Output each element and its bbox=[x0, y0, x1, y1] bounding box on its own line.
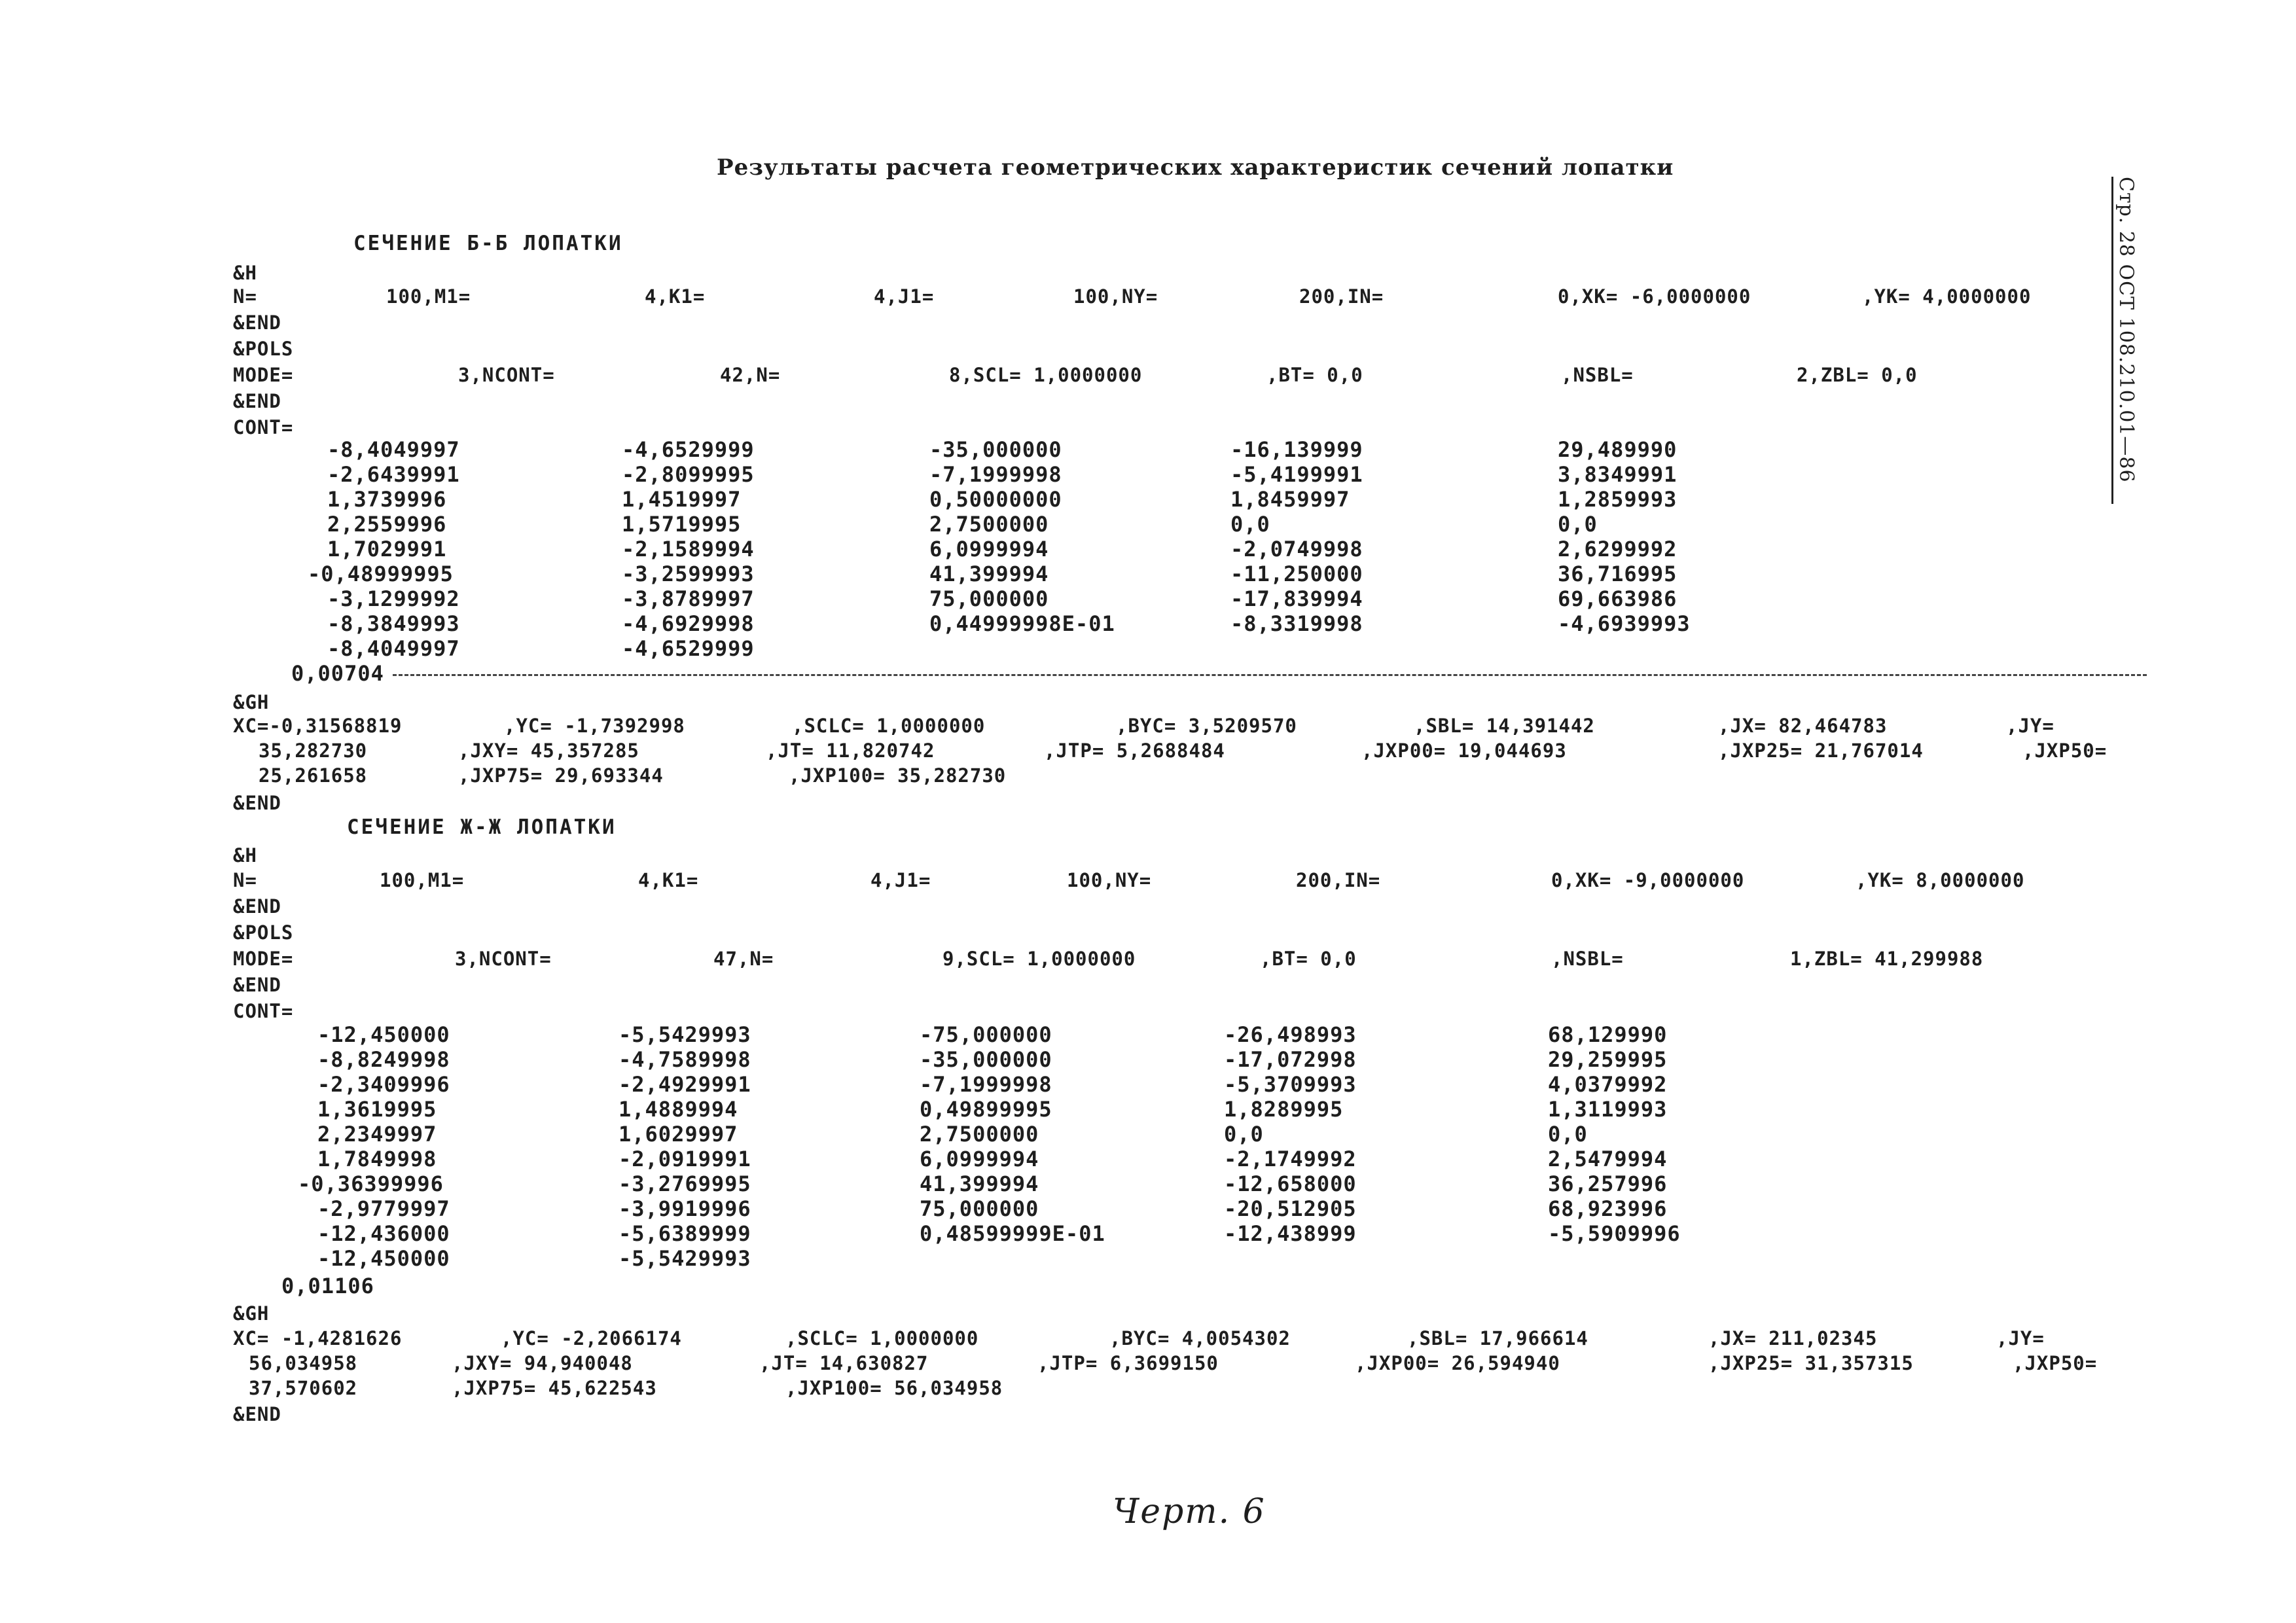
param-k1: 4,K1= bbox=[638, 869, 699, 891]
table-cell: 1,3619995 bbox=[317, 1097, 437, 1122]
param-j1: 4,J1= bbox=[874, 285, 935, 308]
result-field: ,JX= 211,02345 bbox=[1708, 1327, 1878, 1349]
table-cell: 0,0 bbox=[1558, 512, 1598, 537]
table-cell: 2,5479994 bbox=[1548, 1147, 1668, 1171]
param-n: 42,N= bbox=[720, 364, 781, 386]
table-cell: -7,1999998 bbox=[920, 1072, 1052, 1097]
table-cell: 0,0 bbox=[1230, 512, 1270, 537]
table-cell: 6,0999994 bbox=[929, 537, 1049, 562]
table-cell: -2,1589994 bbox=[622, 537, 755, 562]
table-cell: -12,450000 bbox=[317, 1022, 450, 1047]
table-cell: 41,399994 bbox=[929, 562, 1049, 586]
param-zbl: 2,ZBL= 0,0 bbox=[1797, 364, 1918, 386]
table-cell: -0,48999995 bbox=[308, 562, 454, 586]
result-field: ,JT= 14,630827 bbox=[759, 1352, 929, 1374]
table-cell: 1,3739996 bbox=[327, 487, 447, 512]
result-field: ,JXP00= 26,594940 bbox=[1355, 1352, 1560, 1374]
table-cell: 0,0 bbox=[1224, 1122, 1264, 1147]
table-cell: 29,259995 bbox=[1548, 1047, 1668, 1072]
table-cell: 1,8289995 bbox=[1224, 1097, 1344, 1122]
keyword-end: &END bbox=[233, 792, 281, 814]
result-field: 56,034958 bbox=[249, 1352, 358, 1374]
table-cell: -4,6529999 bbox=[622, 636, 755, 661]
param-xk: 0,XK= -6,0000000 bbox=[1558, 285, 1751, 308]
keyword-pols: &POLS bbox=[233, 338, 294, 360]
table-cell: -8,4049997 bbox=[327, 437, 460, 462]
result-field: ,JXP25= 21,767014 bbox=[1718, 740, 1924, 762]
table-cell: 2,7500000 bbox=[920, 1122, 1039, 1147]
table-cell: 1,6029997 bbox=[619, 1122, 738, 1147]
param-m1: 100,M1= bbox=[380, 869, 465, 891]
table-cell: -3,1299992 bbox=[327, 586, 460, 611]
table-cell: 0,48599999E-01 bbox=[920, 1221, 1105, 1246]
table-cell: 68,129990 bbox=[1548, 1022, 1668, 1047]
table-cell: -8,4049997 bbox=[327, 636, 460, 661]
section-heading: СЕЧЕНИЕ Ж-Ж ЛОПАТКИ bbox=[347, 815, 617, 839]
result-field: ,JY= bbox=[2006, 715, 2054, 737]
table-cell: -3,2599993 bbox=[622, 562, 755, 586]
table-cell: 2,2559996 bbox=[327, 512, 447, 537]
table-cell: -2,8099995 bbox=[622, 462, 755, 487]
table-cell: -2,1749992 bbox=[1224, 1147, 1357, 1171]
param-ny: 100,NY= bbox=[1073, 285, 1158, 308]
table-cell: -11,250000 bbox=[1230, 562, 1363, 586]
param-k1: 4,K1= bbox=[645, 285, 706, 308]
table-cell: 75,000000 bbox=[920, 1196, 1039, 1221]
table-cell: -5,5429993 bbox=[619, 1246, 751, 1271]
result-field: ,JXP50= bbox=[2013, 1352, 2098, 1374]
keyword-h: &H bbox=[233, 262, 257, 284]
table-cell: 1,8459997 bbox=[1230, 487, 1350, 512]
param-yk: ,YK= 4,0000000 bbox=[1862, 285, 2032, 308]
result-field: ,JXP100= 56,034958 bbox=[785, 1377, 1003, 1399]
table-cell: 1,7029991 bbox=[327, 537, 447, 562]
param-scl: 9,SCL= 1,0000000 bbox=[942, 948, 1136, 970]
table-cell: 0,44999998E-01 bbox=[929, 611, 1115, 636]
keyword-n: N= bbox=[233, 869, 257, 891]
result-field: 25,261658 bbox=[259, 764, 368, 787]
param-bt: ,BT= 0,0 bbox=[1266, 364, 1363, 386]
table-cell: -2,4929991 bbox=[619, 1072, 751, 1097]
result-field: ,JXP75= 29,693344 bbox=[458, 764, 664, 787]
side-header-rule bbox=[2111, 177, 2113, 504]
param-n: 47,N= bbox=[713, 948, 774, 970]
extra-value: 0,01106 bbox=[281, 1274, 374, 1298]
keyword-mode: MODE= bbox=[233, 364, 294, 386]
table-cell: -4,6929998 bbox=[622, 611, 755, 636]
table-cell: -2,3409996 bbox=[317, 1072, 450, 1097]
table-cell: 69,663986 bbox=[1558, 586, 1677, 611]
param-ncont: 3,NCONT= bbox=[458, 364, 555, 386]
table-cell: 75,000000 bbox=[929, 586, 1049, 611]
table-cell: 29,489990 bbox=[1558, 437, 1677, 462]
param-bt: ,BT= 0,0 bbox=[1260, 948, 1357, 970]
table-cell: 4,0379992 bbox=[1548, 1072, 1668, 1097]
table-cell: -5,6389999 bbox=[619, 1221, 751, 1246]
table-cell: -20,512905 bbox=[1224, 1196, 1357, 1221]
param-xk: 0,XK= -9,0000000 bbox=[1551, 869, 1745, 891]
param-in: 200,IN= bbox=[1299, 285, 1384, 308]
param-j1: 4,J1= bbox=[870, 869, 931, 891]
page-title: Результаты расчета геометрических характеристик сечений лопатки bbox=[717, 154, 1674, 181]
param-nsbl: ,NSBL= bbox=[1561, 364, 1634, 386]
extra-value: 0,00704 bbox=[291, 661, 384, 686]
table-cell: -7,1999998 bbox=[929, 462, 1062, 487]
table-cell: 0,49899995 bbox=[920, 1097, 1052, 1122]
result-field: ,SCLC= 1,0000000 bbox=[792, 715, 986, 737]
keyword-cont: CONT= bbox=[233, 416, 294, 438]
result-field: XC= -1,4281626 bbox=[233, 1327, 403, 1349]
table-cell: -12,438999 bbox=[1224, 1221, 1357, 1246]
figure-caption: Черт. 6 bbox=[1113, 1492, 1266, 1531]
result-field: ,YC= -2,2066174 bbox=[501, 1327, 682, 1349]
table-cell: -26,498993 bbox=[1224, 1022, 1357, 1047]
keyword-end: &END bbox=[233, 1403, 281, 1425]
result-field: ,SBL= 17,966614 bbox=[1407, 1327, 1588, 1349]
table-cell: -3,2769995 bbox=[619, 1171, 751, 1196]
table-cell: -12,436000 bbox=[317, 1221, 450, 1246]
table-cell: -5,5429993 bbox=[619, 1022, 751, 1047]
result-field: 37,570602 bbox=[249, 1377, 358, 1399]
table-cell: -8,3849993 bbox=[327, 611, 460, 636]
table-cell: -75,000000 bbox=[920, 1022, 1052, 1047]
param-in: 200,IN= bbox=[1296, 869, 1381, 891]
table-cell: -12,450000 bbox=[317, 1246, 450, 1271]
result-field: ,JXP50= bbox=[2022, 740, 2108, 762]
table-cell: -5,3709993 bbox=[1224, 1072, 1357, 1097]
keyword-end: &END bbox=[233, 312, 281, 334]
param-ny: 100,NY= bbox=[1067, 869, 1152, 891]
table-cell: -17,072998 bbox=[1224, 1047, 1357, 1072]
side-header bbox=[2111, 177, 2139, 510]
keyword-mode: MODE= bbox=[233, 948, 294, 970]
table-cell: 41,399994 bbox=[920, 1171, 1039, 1196]
result-field: ,JXP100= 35,282730 bbox=[789, 764, 1007, 787]
keyword-end: &END bbox=[233, 390, 281, 412]
keyword-gh: &GH bbox=[233, 1302, 270, 1325]
table-cell: -0,36399996 bbox=[298, 1171, 444, 1196]
keyword-n: N= bbox=[233, 285, 257, 308]
table-cell: 68,923996 bbox=[1548, 1196, 1668, 1221]
table-cell: 1,3119993 bbox=[1548, 1097, 1668, 1122]
param-zbl: 1,ZBL= 41,299988 bbox=[1790, 948, 1984, 970]
keyword-h: &H bbox=[233, 844, 257, 866]
dashed-separator bbox=[393, 674, 2147, 676]
table-cell: 0,50000000 bbox=[929, 487, 1062, 512]
result-field: ,BYC= 3,5209570 bbox=[1116, 715, 1297, 737]
table-cell: -2,0919991 bbox=[619, 1147, 751, 1171]
table-cell: -12,658000 bbox=[1224, 1171, 1357, 1196]
table-cell: -3,9919996 bbox=[619, 1196, 751, 1221]
result-field: ,JXP25= 31,357315 bbox=[1708, 1352, 1914, 1374]
result-field: ,SBL= 14,391442 bbox=[1414, 715, 1595, 737]
keyword-pols: &POLS bbox=[233, 921, 294, 944]
keyword-end: &END bbox=[233, 974, 281, 996]
table-cell: -2,9779997 bbox=[317, 1196, 450, 1221]
table-cell: -2,0749998 bbox=[1230, 537, 1363, 562]
result-field: ,JXP00= 19,044693 bbox=[1361, 740, 1567, 762]
table-cell: 1,4889994 bbox=[619, 1097, 738, 1122]
section-heading: СЕЧЕНИЕ Б-Б ЛОПАТКИ bbox=[353, 232, 623, 255]
table-cell: 1,2859993 bbox=[1558, 487, 1677, 512]
table-cell: 0,0 bbox=[1548, 1122, 1588, 1147]
param-ncont: 3,NCONT= bbox=[455, 948, 552, 970]
table-cell: -3,8789997 bbox=[622, 586, 755, 611]
param-m1: 100,M1= bbox=[386, 285, 471, 308]
keyword-gh: &GH bbox=[233, 691, 270, 713]
keyword-end: &END bbox=[233, 895, 281, 918]
param-nsbl: ,NSBL= bbox=[1551, 948, 1624, 970]
param-yk: ,YK= 8,0000000 bbox=[1856, 869, 2025, 891]
param-scl: 8,SCL= 1,0000000 bbox=[949, 364, 1143, 386]
result-field: 35,282730 bbox=[259, 740, 368, 762]
table-cell: 1,5719995 bbox=[622, 512, 742, 537]
table-cell: -4,6939993 bbox=[1558, 611, 1691, 636]
keyword-cont: CONT= bbox=[233, 1000, 294, 1022]
table-cell: 3,8349991 bbox=[1558, 462, 1677, 487]
table-cell: -2,6439991 bbox=[327, 462, 460, 487]
result-field: ,JX= 82,464783 bbox=[1718, 715, 1888, 737]
table-cell: 2,2349997 bbox=[317, 1122, 437, 1147]
table-cell: -8,3319998 bbox=[1230, 611, 1363, 636]
table-cell: 2,6299992 bbox=[1558, 537, 1677, 562]
result-field: ,SCLC= 1,0000000 bbox=[785, 1327, 979, 1349]
table-cell: -17,839994 bbox=[1230, 586, 1363, 611]
result-field: ,JTP= 5,2688484 bbox=[1044, 740, 1225, 762]
table-cell: -5,4199991 bbox=[1230, 462, 1363, 487]
result-field: ,JY= bbox=[1996, 1327, 2045, 1349]
table-cell: -8,8249998 bbox=[317, 1047, 450, 1072]
table-cell: 36,257996 bbox=[1548, 1171, 1668, 1196]
table-cell: -35,000000 bbox=[929, 437, 1062, 462]
table-cell: -4,6529999 bbox=[622, 437, 755, 462]
table-cell: 36,716995 bbox=[1558, 562, 1677, 586]
table-cell: -4,7589998 bbox=[619, 1047, 751, 1072]
table-cell: 1,7849998 bbox=[317, 1147, 437, 1171]
table-cell: 1,4519997 bbox=[622, 487, 742, 512]
table-cell: 6,0999994 bbox=[920, 1147, 1039, 1171]
result-field: XC=-0,31568819 bbox=[233, 715, 403, 737]
result-field: ,JXY= 45,357285 bbox=[458, 740, 639, 762]
table-cell: -5,5909996 bbox=[1548, 1221, 1681, 1246]
result-field: ,JT= 11,820742 bbox=[766, 740, 935, 762]
result-field: ,BYC= 4,0054302 bbox=[1109, 1327, 1291, 1349]
table-cell: -35,000000 bbox=[920, 1047, 1052, 1072]
table-cell: 2,7500000 bbox=[929, 512, 1049, 537]
table-cell: -16,139999 bbox=[1230, 437, 1363, 462]
result-field: ,JXP75= 45,622543 bbox=[452, 1377, 657, 1399]
result-field: ,YC= -1,7392998 bbox=[504, 715, 685, 737]
side-header-text: Стр. 28 ОСТ 108.210.01—86 bbox=[2115, 177, 2138, 483]
result-field: ,JTP= 6,3699150 bbox=[1037, 1352, 1219, 1374]
result-field: ,JXY= 94,940048 bbox=[452, 1352, 633, 1374]
